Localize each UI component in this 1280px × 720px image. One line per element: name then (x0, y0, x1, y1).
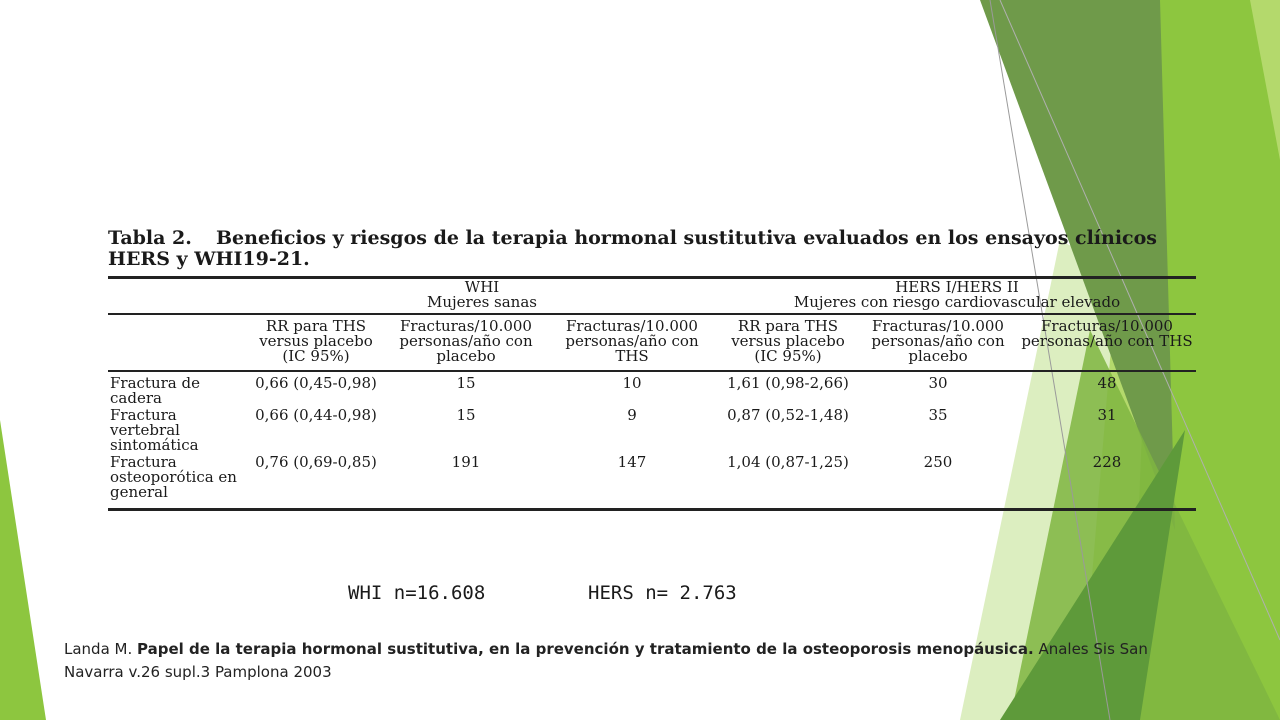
group-whi-name: WHI (464, 278, 500, 296)
table-row (108, 371, 1196, 407)
table-cell: 0,87 (0,52-1,48) (727, 406, 849, 424)
table-row (108, 407, 1196, 454)
table-cell: 30 (928, 374, 948, 392)
table-caption-label: Tabla 2. (108, 227, 192, 249)
table-cell: 1,04 (0,87-1,25) (718, 454, 858, 510)
group-whi-subtitle: Mujeres sanas (426, 293, 537, 311)
table-cell: 0,76 (0,69-0,85) (246, 454, 386, 510)
group-hers (718, 278, 1196, 315)
reference-source: Anales Sis San Navarra v.26 supl.3 Pamplona 2003 (64, 640, 1148, 681)
table-cell: 228 (1018, 454, 1196, 510)
table-cell: 9 (627, 406, 637, 424)
reference-title: Papel de la terapia hormonal sustitutiva, en la prevención y tratamiento de la osteoporosis menopáusica. (137, 640, 1034, 658)
col-header: Fracturas/10.000 personas/año con placebo (386, 314, 546, 371)
group-hers-name: HERS I/HERS II (895, 278, 1019, 296)
row-label: Fractura de cadera (110, 374, 200, 407)
table-cell: 0,66 (0,44-0,98) (255, 406, 377, 424)
table-cell: 147 (546, 454, 718, 510)
row-label: Fractura vertebral sintomática (110, 406, 199, 454)
reference-citation (64, 638, 1204, 684)
row-label: Fractura osteoporótica en general (108, 454, 246, 510)
table-cell: 35 (928, 406, 948, 424)
table-caption-text: Beneficios y riesgos de la terapia hormonal sustitutiva evaluados en los ensayos clínicos HERS y WHI19-21. (108, 227, 1157, 270)
hers-sample-size: HERS n= 2.763 (588, 582, 737, 604)
reference-author: Landa M. (64, 640, 133, 658)
left-green-triangle (0, 420, 46, 720)
group-header-row (108, 278, 1196, 315)
fracture-table (108, 276, 1196, 511)
group-whi (246, 278, 718, 315)
table-cell: 15 (456, 374, 476, 392)
table-cell: 48 (1097, 374, 1117, 392)
table-cell: 0,66 (0,45-0,98) (255, 374, 377, 392)
table-cell: 15 (456, 406, 476, 424)
table-cell: 1,61 (0,98-2,66) (727, 374, 849, 392)
col-header: Fracturas/10.000 personas/año con placebo (858, 314, 1018, 371)
table-cell: 31 (1097, 406, 1117, 424)
col-header: RR para THS versus placebo (IC 95%) (246, 314, 386, 371)
whi-sample-size: WHI n=16.608 (348, 582, 486, 604)
table-cell: 191 (386, 454, 546, 510)
col-header: RR para THS versus placebo (IC 95%) (718, 314, 858, 371)
col-header: Fracturas/10.000 personas/año con THS (1018, 314, 1196, 371)
table-cell: 10 (622, 374, 642, 392)
column-header-row (108, 314, 1196, 371)
table-caption (108, 228, 1198, 270)
group-hers-subtitle: Mujeres con riesgo cardiovascular elevado (793, 293, 1121, 311)
table-cell: 250 (858, 454, 1018, 510)
col-header: Fracturas/10.000 personas/año con THS (546, 314, 718, 371)
table-row (108, 454, 1196, 510)
sample-sizes (348, 582, 737, 604)
